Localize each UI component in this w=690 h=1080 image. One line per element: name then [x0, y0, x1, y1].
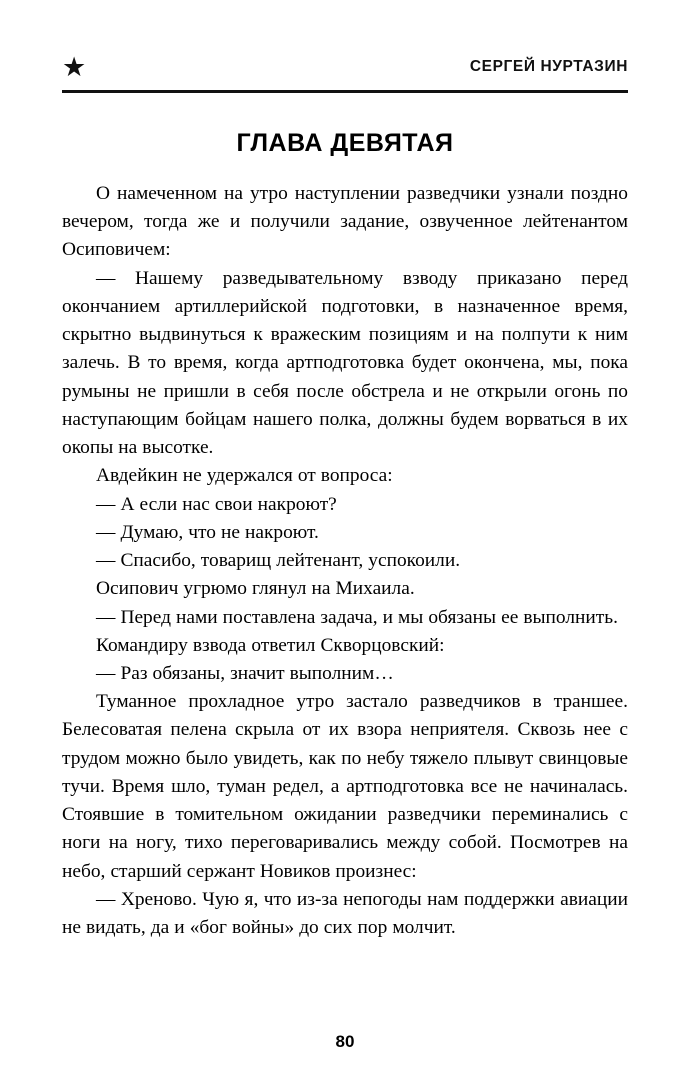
paragraph: Командиру взвода ответил Скворцовский: [96, 634, 445, 656]
running-head-author: СЕРГЕЙ НУРТАЗИН [469, 58, 628, 75]
paragraph: — Нашему разведывательному взводу приказано перед окончанием артиллерийской подготовки, в назначенное время, скрытно выдвинуться к вражеским позициям и на полпути к ним залечь. В то время, когда артподготовка будет окончена, мы, пока румыны не пришли в себя после обстрела и не открыли огонь по наступающим бойцам нашего полка, должны будем ворваться в их окопы на высотке. [62, 267, 628, 459]
header-divider [62, 90, 628, 93]
page-number: 80 [335, 1032, 355, 1051]
paragraph: — Перед нами поставлена задача, и мы обязаны ее выполнить. [96, 606, 618, 628]
paragraph: Туманное прохладное утро застало разведчиков в траншее. Белесоватая пелена скрыла от их взора неприятеля. Сквозь нее с трудом можно было увидеть, как по небу тяжело плывут свинцовые тучи. Время шло, туман редел, а артподготовка все не начиналась. Стоявшие в томительном ожидании разведчики переминались с ноги на ногу, тихо переговаривались между собой. Посмотрев на небо, старший сержант Новиков произнес: [62, 691, 628, 882]
paragraph: — Хреново. Чую я, что из-за непогоды нам поддержки авиации не видать, да и «бог войны» до сих пор молчит. [62, 888, 628, 939]
body-text [62, 180, 628, 942]
paragraph: Осипович угрюмо глянул на Михаила. [96, 578, 415, 600]
paragraph: О намеченном на утро наступлении разведчики узнали поздно вечером, тогда же и получили задание, озвученное лейтенантом Осиповичем: [62, 183, 628, 261]
paragraph: — Спасибо, товарищ лейтенант, успокоили. [96, 550, 461, 572]
page-header [62, 48, 628, 86]
paragraph: — А если нас свои накроют? [96, 493, 337, 515]
paragraph: — Думаю, что не накроют. [96, 521, 319, 543]
paragraph: Авдейкин не удержался от вопроса: [96, 465, 393, 487]
star-icon: ★ [62, 52, 87, 82]
chapter-title: ГЛАВА ДЕВЯТАЯ [236, 129, 454, 157]
paragraph: — Раз обязаны, значит выполним… [96, 662, 394, 684]
